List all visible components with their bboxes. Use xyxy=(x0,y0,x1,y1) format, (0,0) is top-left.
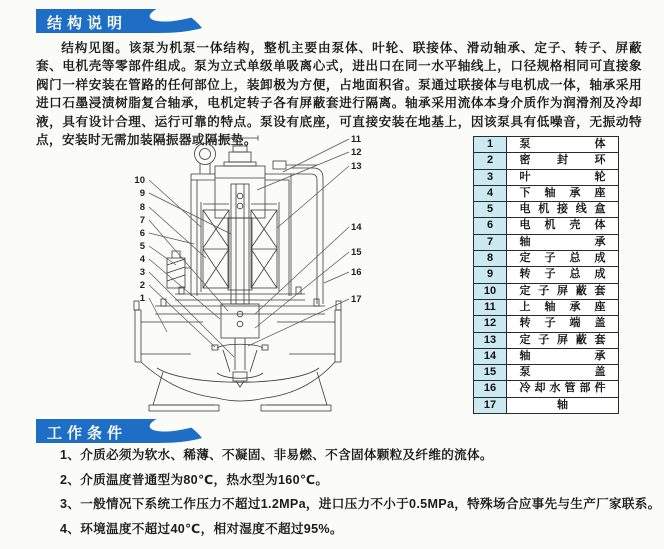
callout-number: 9 xyxy=(139,188,145,199)
part-name: 转子总成 xyxy=(507,267,619,283)
part-name: 叶轮 xyxy=(507,169,619,185)
table-row xyxy=(474,348,619,364)
table-row xyxy=(474,267,619,283)
part-number: 12 xyxy=(474,316,507,332)
part-name: 泵盖 xyxy=(507,365,619,381)
callout-number: 5 xyxy=(139,241,145,252)
condition-item: 1、介质必须为软水、稀薄、不凝固、非易燃、不含固体颗粒及纤维的流体。 xyxy=(60,448,493,462)
part-name: 泵体 xyxy=(507,137,619,153)
callout-number: 10 xyxy=(134,175,145,186)
part-number: 13 xyxy=(474,332,507,348)
table-row xyxy=(474,283,619,299)
table-row xyxy=(474,218,619,234)
part-number: 9 xyxy=(474,267,507,283)
part-name: 定子总成 xyxy=(507,251,619,267)
condition-item: 3、一般情况下系统工作压力不超过1.2MPa，进口压力不小于0.5MPa，特殊场合应事先与生产厂家联系。 xyxy=(60,497,661,511)
part-name: 定子屏蔽套 xyxy=(507,332,619,348)
part-name: 轴承 xyxy=(507,348,619,364)
part-name: 轴 xyxy=(507,397,619,413)
part-name: 电机接线盒 xyxy=(507,202,619,218)
callout-number: 16 xyxy=(351,267,362,278)
table-row xyxy=(474,299,619,315)
part-name: 下轴承座 xyxy=(507,185,619,201)
part-number: 3 xyxy=(474,169,507,185)
callout-number: 15 xyxy=(351,247,362,258)
part-name: 轴承 xyxy=(507,234,619,250)
section-banner-structure xyxy=(36,9,206,33)
table-row xyxy=(474,185,619,201)
part-number: 6 xyxy=(474,218,507,234)
table-row xyxy=(474,316,619,332)
pump-drawing xyxy=(134,136,341,412)
callout-number: 1 xyxy=(139,293,145,304)
part-number: 8 xyxy=(474,251,507,267)
part-number: 15 xyxy=(474,365,507,381)
part-name: 冷却水管部件 xyxy=(507,381,619,397)
table-row xyxy=(474,251,619,267)
table-row xyxy=(474,397,619,413)
part-number: 1 xyxy=(474,137,507,153)
condition-item: 4、环境温度不超过40℃，相对湿度不超过95%。 xyxy=(60,521,343,536)
working-conditions-list xyxy=(60,448,661,547)
part-number: 7 xyxy=(474,234,507,250)
table-row xyxy=(474,234,619,250)
section-banner-working-conditions xyxy=(36,419,206,443)
table-row xyxy=(474,202,619,218)
structure-paragraph: 结构见图。该泵为机泵一体结构，整机主要由泵体、叶轮、联接体、滑动轴承、定子、转子、屏蔽套、电机壳等零部件组成。泵为立式单级单吸离心式，进出口在同一水平轴线上，口径规格相同可直接象阀门一样安装在管路的任何部位上，装卸极为方便，占地面积省。泵通过联接体与电机成一体，轴承采用进口石墨浸渍树脂复合轴承，电机定转子各有屏蔽套进行隔离。轴承采用流体本身介质作为润滑剂及冷却液，具有设计合理、运行可靠的特点。泵设有底座，可直接安装在地基上，因该泵具有低噪音，无振动特点，安装时无需加装隔振器或隔振垫。 xyxy=(36,41,642,148)
part-name: 上轴承座 xyxy=(507,299,619,315)
table-row xyxy=(474,153,619,169)
callout-numbers xyxy=(134,134,362,305)
table-row xyxy=(474,137,619,153)
table-row xyxy=(474,169,619,185)
part-number: 2 xyxy=(474,153,507,169)
part-number: 14 xyxy=(474,348,507,364)
section-title-working-conditions: 工作条件 xyxy=(47,424,128,442)
callout-number: 7 xyxy=(139,215,145,226)
part-number: 16 xyxy=(474,381,507,397)
callout-number: 8 xyxy=(139,202,145,213)
callout-number: 3 xyxy=(139,267,145,278)
table-row xyxy=(474,332,619,348)
callout-number: 11 xyxy=(351,134,362,145)
part-number: 17 xyxy=(474,397,507,413)
pump-cross-section-diagram xyxy=(105,132,470,420)
callout-number: 4 xyxy=(139,254,145,265)
condition-item: 2、介质温度普通型为80℃，热水型为160℃。 xyxy=(60,472,329,487)
part-number: 4 xyxy=(474,185,507,201)
callout-number: 17 xyxy=(351,294,362,305)
callout-number: 13 xyxy=(351,161,362,172)
callout-number: 2 xyxy=(139,280,145,291)
section-title-structure: 结构说明 xyxy=(47,14,128,32)
callout-number: 14 xyxy=(351,222,362,233)
table-row xyxy=(474,365,619,381)
callout-number: 6 xyxy=(139,228,145,239)
part-number: 10 xyxy=(474,283,507,299)
table-row xyxy=(474,381,619,397)
part-name: 定子屏蔽套 xyxy=(507,283,619,299)
part-name: 电机壳体 xyxy=(507,218,619,234)
parts-table xyxy=(473,136,619,414)
part-name: 转子端盖 xyxy=(507,316,619,332)
part-number: 5 xyxy=(474,202,507,218)
part-name: 密封环 xyxy=(507,153,619,169)
callout-number: 12 xyxy=(351,147,362,158)
part-number: 11 xyxy=(474,299,507,315)
